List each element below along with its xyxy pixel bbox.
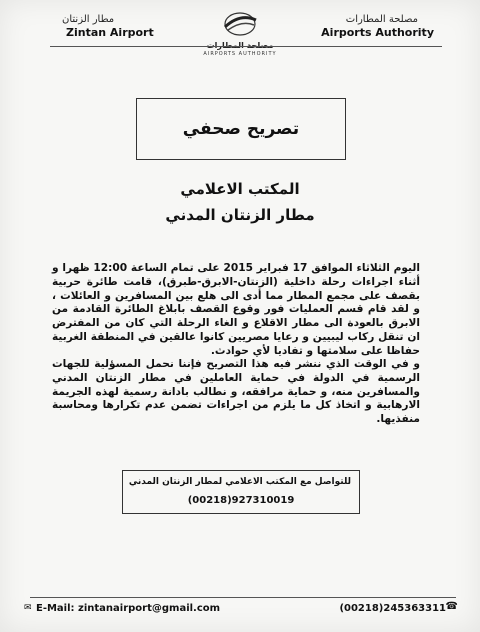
email-icon: ✉ — [24, 603, 32, 613]
footer-phone: (00218)245363311 — [339, 603, 446, 614]
airports-authority-logo — [198, 10, 282, 57]
document-title-box — [136, 98, 346, 160]
logo-english-text: AIRPORTS AUTHORITY — [203, 51, 277, 57]
header-divider — [50, 46, 442, 47]
paragraph-statement: و في الوقت الذي ننشر فيه هذا التصريح فإننا نحمل المسؤلية للجهات الرسمية في الدولة في حماية العاملين في مطار الزنتان المدني والمسافرين منه، و حماية مرافقه، و نطالب بادانة رسمية لهذه الجريمة الارهابية و اتخاذ كل ما يلزم من اجراءات تضمن عدم تكرارها ومحاسبة منفذيها. — [52, 358, 420, 426]
airport-heading: مطار الزنتان المدني — [165, 206, 315, 224]
airport-name-arabic: مطار الزنتان — [62, 14, 115, 25]
phone-icon: ☎ — [445, 601, 458, 612]
airport-name-english: Zintan Airport — [66, 26, 154, 39]
footer-email: E-Mail: zintanairport@gmail.com — [36, 603, 221, 614]
document-title: تصريح صحفي — [182, 119, 300, 139]
paragraph-incident: اليوم الثلاثاء الموافق 17 فبراير 2015 على تمام الساعة 12:00 ظهرا و أثناء اجراءات رحلة داخلية (الزنتان-الابرق-طبرق)، قامت طائرة حربية بقصف على مجمع المطار مما أدى الى هلع بين المسافرين و العائلات ، و لقد قام قسم العمليات فور وقوع القصف بابلاغ الطائرة القادمة من الابرق بالعودة الى مطار الاقلاع و الغاء الرحلة التي كان من المفترض ان تنقل ركاب ليبيين و رعايا مصريين كانوا عالقين في المنطقة الغربية حفاظا على سلامتها و تفاديا لأي حوادث. — [52, 262, 420, 357]
authority-name-arabic: مصلحة المطارات — [345, 14, 418, 25]
contact-phone: (00218)927310019 — [187, 495, 295, 506]
swoosh-logo-icon — [198, 10, 282, 44]
authority-name-english: Airports Authority — [321, 26, 434, 39]
media-office-heading: المكتب الاعلامي — [180, 180, 300, 198]
contact-box — [122, 470, 360, 514]
contact-label: للتواصل مع المكتب الاعلامي لمطار الزنتان المدني — [128, 477, 351, 487]
footer-divider — [30, 597, 456, 598]
